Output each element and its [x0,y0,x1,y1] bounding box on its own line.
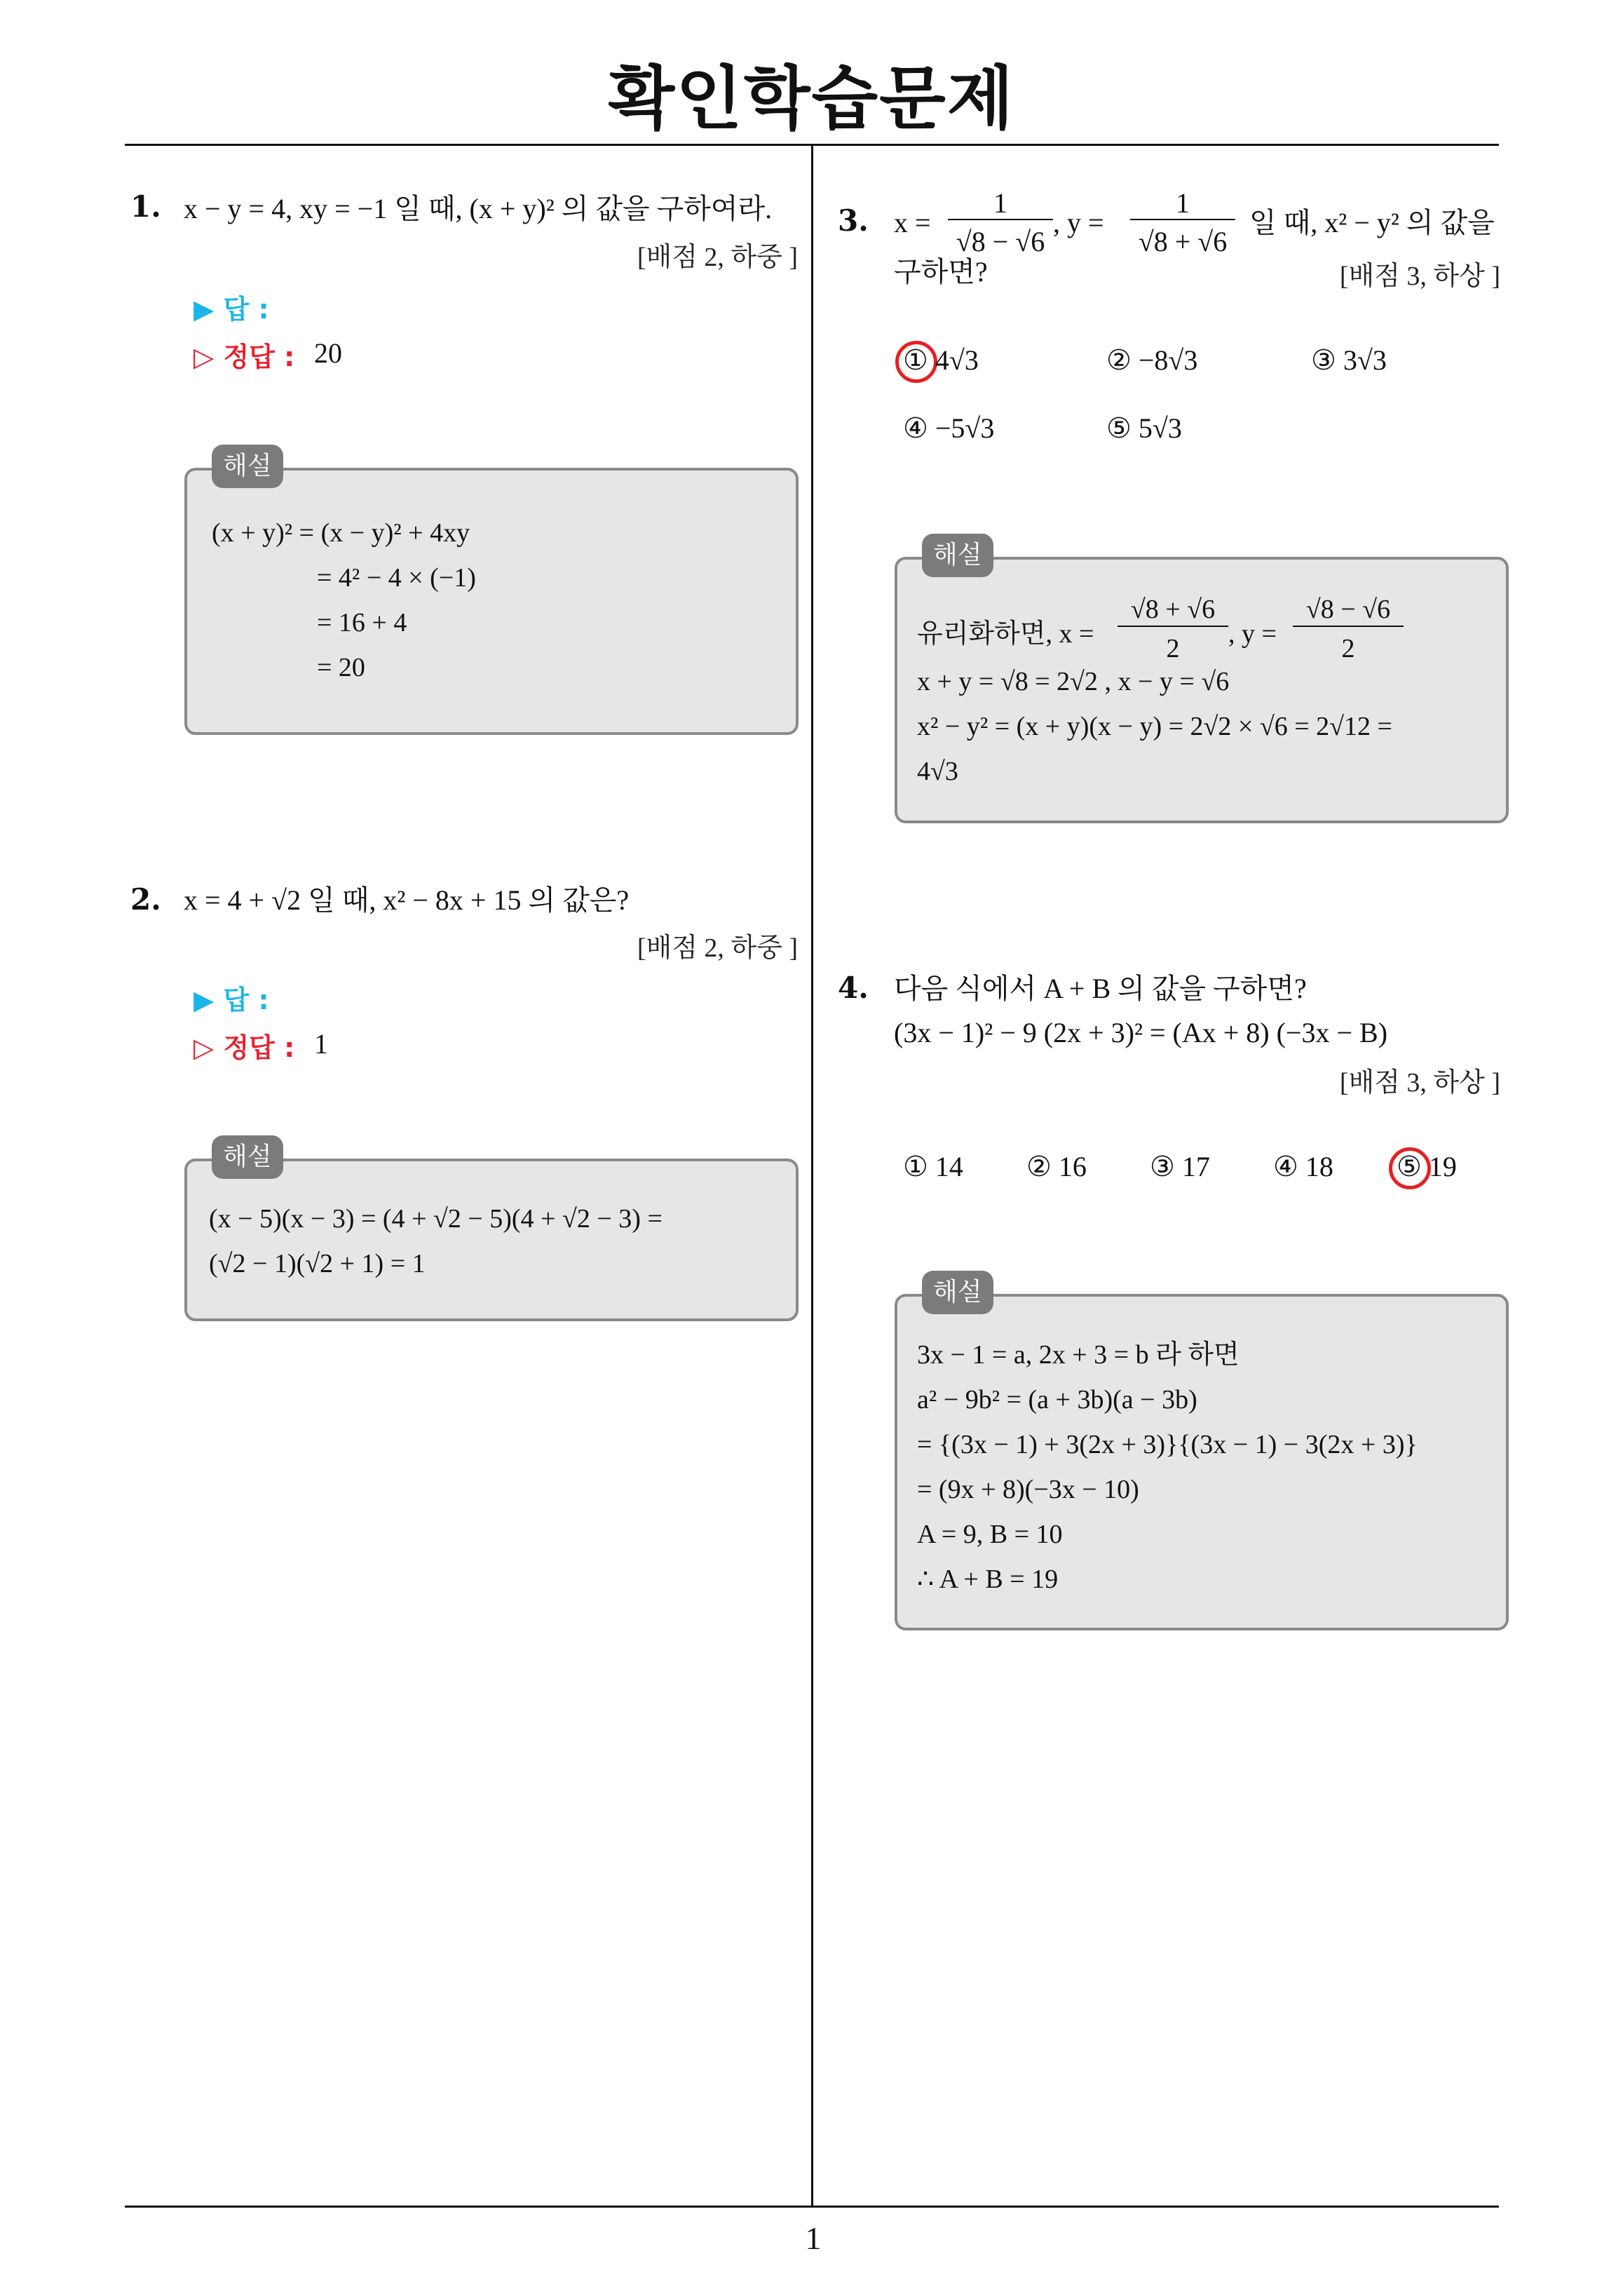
choice-5[interactable]: ⑤ 19 [1397,1151,1457,1182]
score-label: [배점 2, 하중 ] [637,243,798,272]
solution-line: = 20 [317,653,365,682]
choice-4[interactable]: ④ 18 [1273,1151,1333,1182]
footer-rule [125,2206,1499,2208]
question-equation: (3x − 1)² − 9 (2x + 3)² = (Ax + 8) (−3x − B) [894,1017,1388,1048]
fraction-denominator: 2 [1166,634,1180,663]
choice-1[interactable]: ① 14 [903,1151,963,1182]
question-number: 3. [838,203,869,238]
solution-line: x + y = √8 = 2√2 , x − y = √6 [917,667,1230,696]
solution-tag: 해설 [212,445,283,488]
solution-line: = 4² − 4 × (−1) [317,563,476,593]
page-number: 1 [805,2220,822,2256]
solution-line: = 16 + 4 [317,608,407,637]
correct-answer-label: ▷ 정답 : [193,1032,295,1063]
correct-answer-value: 20 [314,337,342,369]
question-text: x − y = 4, xy = −1 일 때, (x + y)² 의 값을 구하여라. [184,193,773,224]
question-text: x = 4 + √2 일 때, x² − 8x + 15 의 값은? [184,884,630,916]
solution-line: (√2 − 1)(√2 + 1) = 1 [209,1249,426,1278]
solution-line: 4√3 [917,757,958,786]
solution-line: (x − 5)(x − 3) = (4 + √2 − 5)(4 + √2 − 3) = [209,1204,663,1234]
choice-3[interactable]: ③ 17 [1150,1151,1210,1182]
choice-2[interactable]: ② −8√3 [1106,344,1198,376]
solution-line: 3x − 1 = a, 2x + 3 = b 라 하면 [917,1340,1240,1370]
correct-answer-value: 1 [314,1028,328,1060]
fraction-numerator: √8 − √6 [1293,593,1404,627]
solution-tag: 해설 [922,534,993,577]
solution-line: = {(3x − 1) + 3(2x + 3)}{(3x − 1) − 3(2x + 3)} [917,1430,1418,1459]
correct-answer-label: ▷ 정답 : [193,342,295,372]
solution-box [184,468,799,735]
question-text: x = [894,207,931,238]
solution-line: = (9x + 8)(−3x − 10) [917,1475,1139,1504]
solution-line: A = 9, B = 10 [917,1520,1063,1549]
fraction-numerator: 1 [948,188,1053,220]
fraction-denominator: √8 − √6 [956,226,1045,257]
question-number: 4. [838,971,869,1005]
question-text: 구하면? [894,256,988,288]
fraction-numerator: √8 + √6 [1118,593,1228,627]
choice-1[interactable]: ① 4√3 [903,344,979,376]
question-number: 1. [130,189,161,224]
choice-4[interactable]: ④ −5√3 [903,412,995,444]
solution-tag: 해설 [922,1271,993,1314]
column-divider [811,145,813,2207]
choice-3[interactable]: ③ 3√3 [1311,344,1387,376]
answer-label: ▶ 답 : [193,294,269,325]
solution-tag: 해설 [212,1135,283,1179]
solution-line: , y = [1228,619,1277,649]
score-label: [배점 2, 하중 ] [637,933,798,963]
choice-2[interactable]: ② 16 [1026,1151,1087,1182]
solution-line: x² − y² = (x + y)(x − y) = 2√2 × √6 = 2√12 = [917,712,1392,741]
fraction-denominator: √8 + √6 [1138,226,1228,257]
solution-line: 유리화하면, x = [917,619,1094,649]
page-title: 확인학습문제 [608,59,1015,139]
answer-label: ▶ 답 : [193,985,269,1015]
score-label: [배점 3, 하상 ] [1339,1068,1500,1098]
question-text: , y = [1053,207,1104,238]
choice-5[interactable]: ⑤ 5√3 [1106,412,1182,444]
solution-line: a² − 9b² = (a + 3b)(a − 3b) [917,1385,1197,1414]
fraction-denominator: 2 [1341,634,1355,663]
fraction-numerator: 1 [1130,188,1235,220]
question-number: 2. [130,882,161,917]
question-text: 일 때, x² − y² 의 값을 [1249,207,1495,238]
solution-line: ∴ A + B = 19 [917,1565,1059,1594]
solution-line: (x + y)² = (x − y)² + 4xy [212,518,470,548]
question-text: 다음 식에서 A + B 의 값을 구하면? [894,973,1307,1004]
score-label: [배점 3, 하상 ] [1339,262,1500,291]
